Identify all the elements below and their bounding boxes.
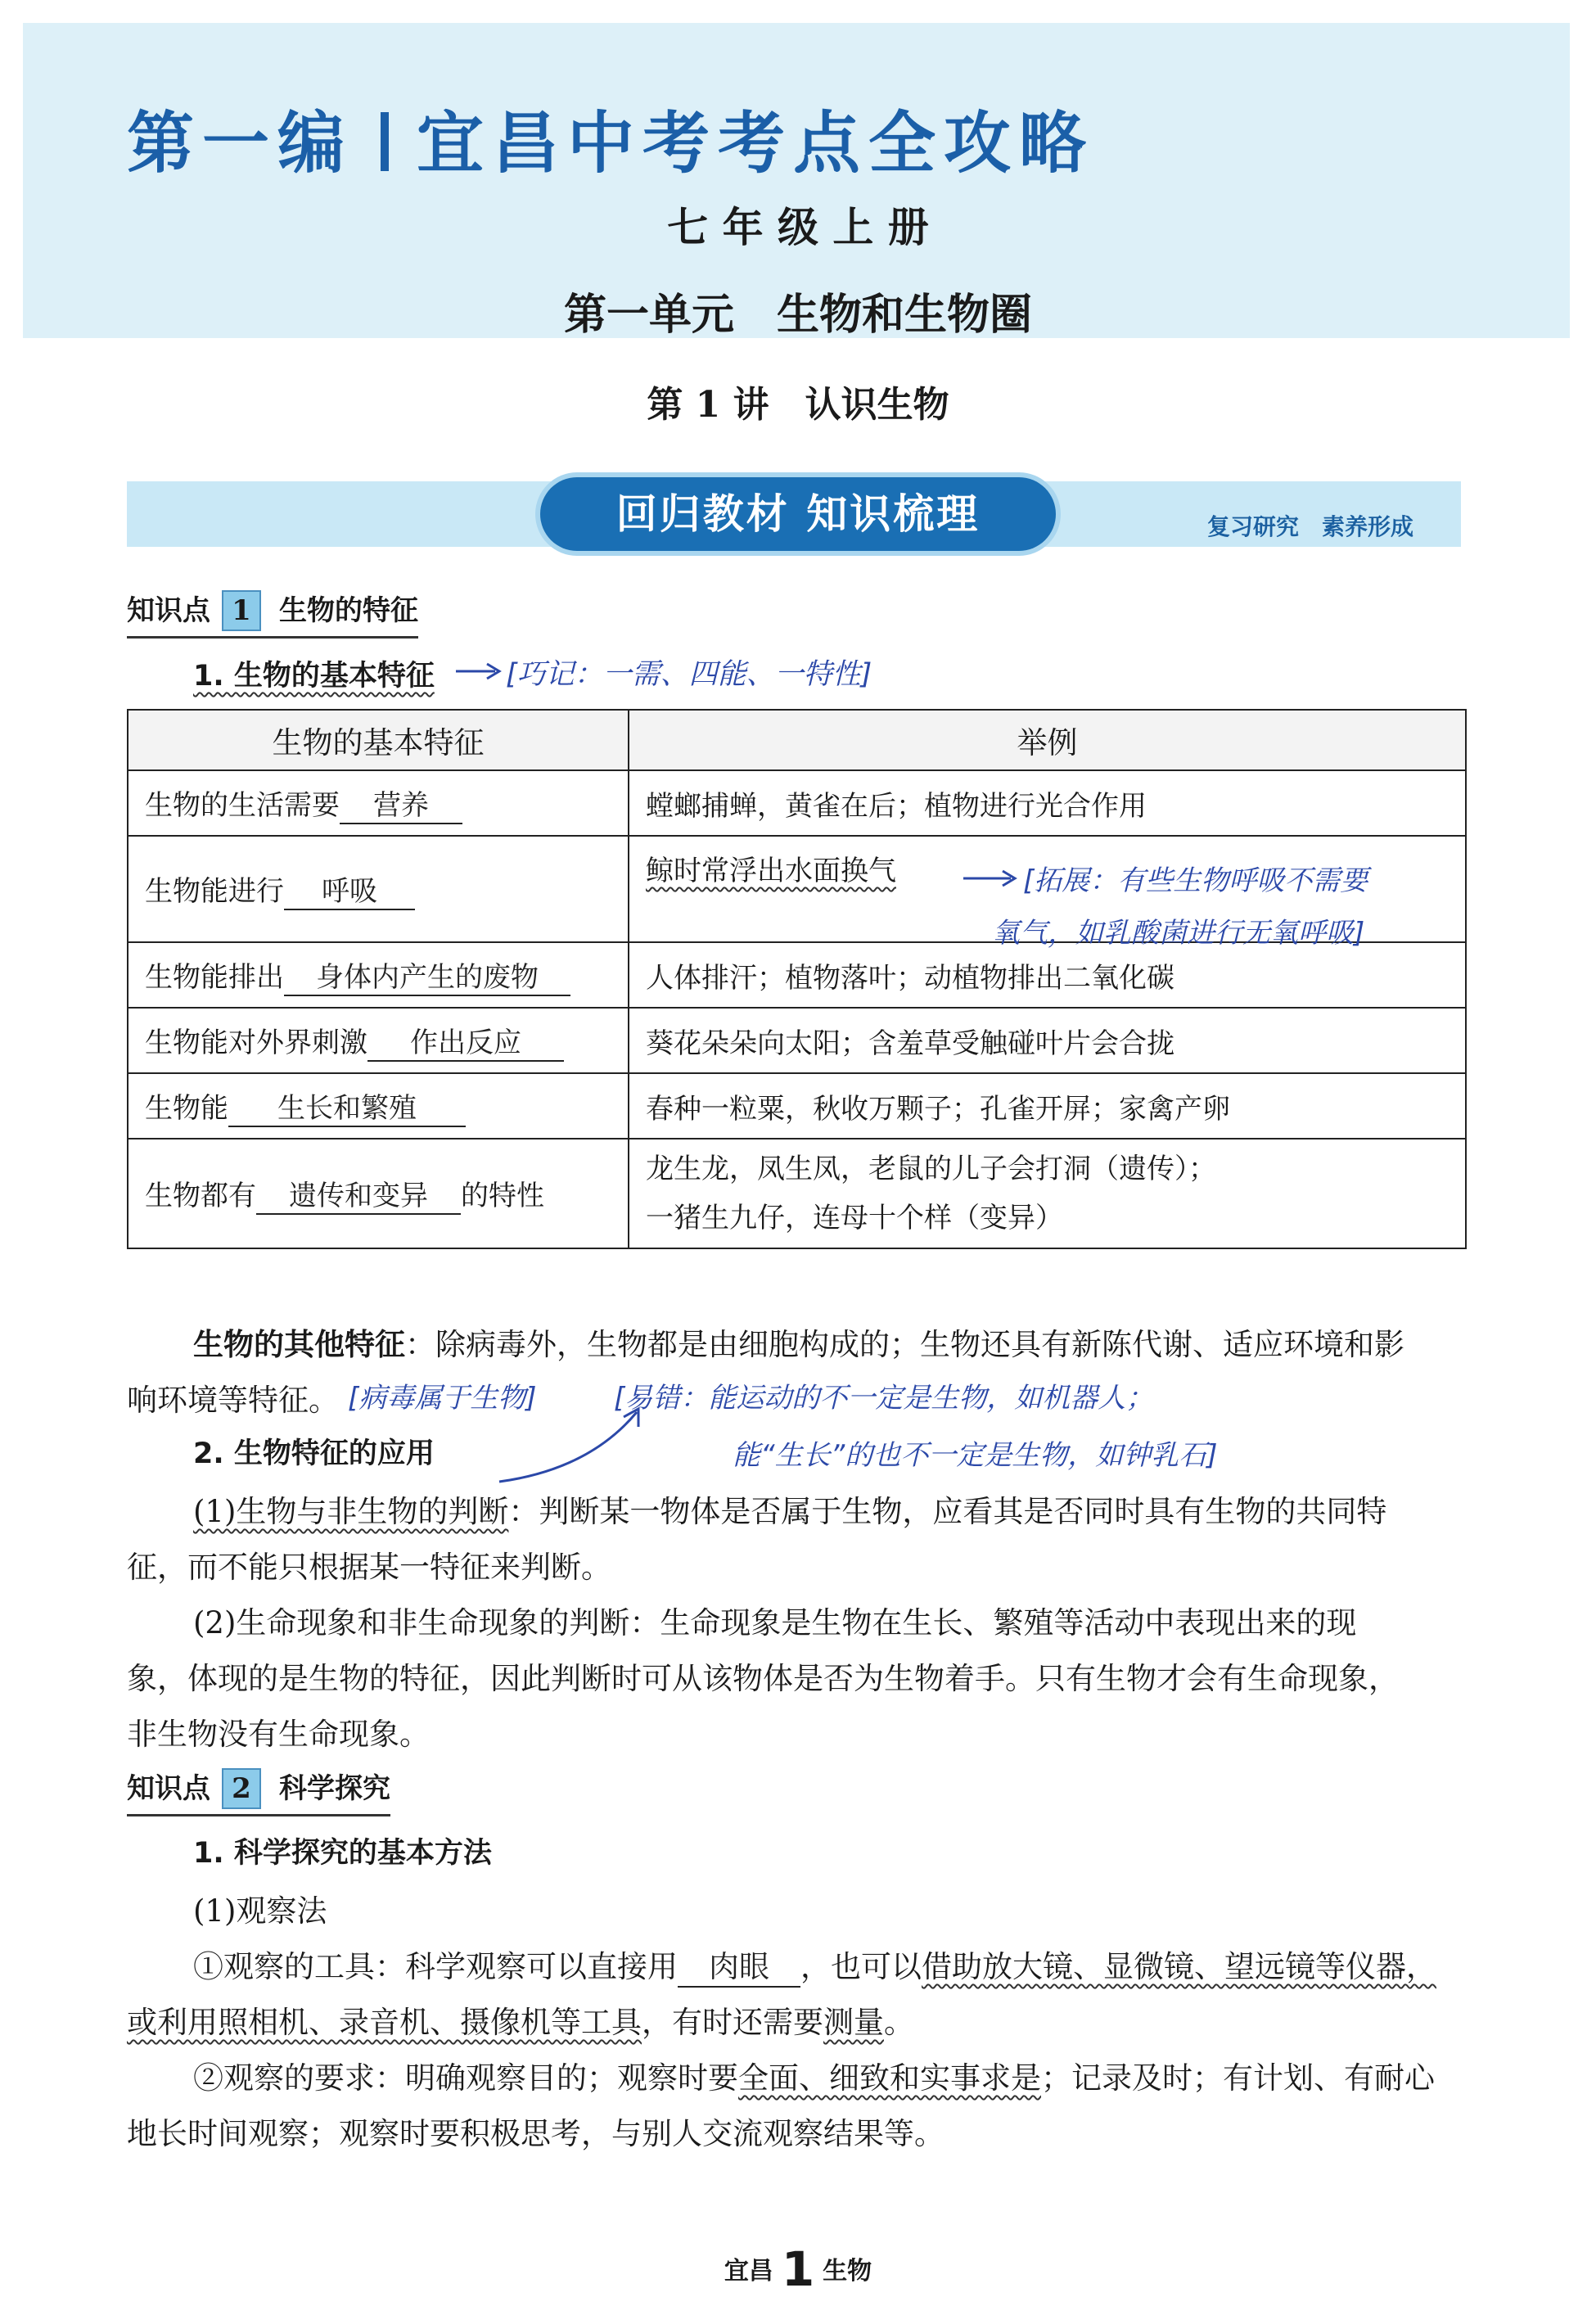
other-features-line2 [127,1375,339,1419]
judge-living-line1 [193,1487,1386,1531]
kp1-sub1-text: 1. 生物的基本特征 [193,660,435,693]
table-row [128,1139,1466,1248]
feature-answer: 身体内产生的废物 [284,954,570,996]
kp1-label: 知识点 [127,594,210,627]
obs-tool-line1 [193,1942,1436,1988]
kp1-sub2: 2. 生物特征的应用 [193,1437,435,1470]
feature-answer: 生长和繁殖 [228,1085,466,1127]
other-features-line1 [193,1320,1404,1364]
table-row [128,942,1466,1008]
footer-left: 宜昌 [724,2257,773,2286]
judge-life-line2: 象，体现的是生物的特征，因此判断时可从该物体是否为生物着手。只有生物才会有生命现象， [127,1661,1399,1696]
grade-title: 七 年 级 上 册 [667,203,929,251]
arrow-icon [454,659,503,684]
unit-title: 第一单元 生物和生物圈 [563,290,1032,340]
note-expand-line1: [拓展：有些生物呼吸不需要 [1023,864,1368,897]
obs-tool-measure: 测量 [823,2005,884,2040]
series-title [127,90,1094,186]
feature-answer: 呼吸 [284,869,415,910]
obs-req-line2: 地长时间观察；观察时要积极思考，与别人交流观察结果等。 [127,2116,945,2151]
arrow-icon [962,866,1019,891]
feature-pre: 生物能 [145,1091,228,1125]
example-text: 龙生龙，凤生凤，老鼠的儿子会打洞（遗传）； [646,1153,1216,1185]
example-cell [629,1008,1466,1073]
note-mistake-line1: [易错：能运动的不一定是生物，如机器人； [614,1382,1154,1415]
feature-cell [128,1073,629,1139]
kp2-label: 知识点 [127,1772,210,1805]
example-text: 螳螂捕蝉，黄雀在后；植物进行光合作用 [646,789,1147,823]
obs-tool-pre: ①观察的工具：科学观察可以直接用 [193,1949,678,1984]
obs-req-line1 [193,2053,1435,2097]
feature-cell [128,942,629,1008]
obs-tool-answer: 肉眼 [678,1942,800,1988]
example-text: 鲸时常浮出水面换气 [646,855,896,887]
banner-tag: 复习研究 素养形成 [1207,513,1414,540]
kp2-title: 科学探究 [279,1772,390,1805]
feature-cell [128,836,629,942]
note-mistake-line2: 能“生长”的也不一定是生物，如钟乳石] [733,1439,1218,1472]
example-text: 人体排汗；植物落叶；动植物排出二氧化碳 [646,961,1174,995]
obs-req-pre: ②观察的要求：明确观察目的；观察时要 [193,2060,738,2096]
feature-cell [128,1139,629,1248]
table-header-cell: 举例 [629,710,1466,770]
note-expand-line2: 氧气，如乳酸菌进行无氧呼吸] [992,917,1365,950]
knowledge-point-1-heading [127,588,418,639]
kp1-title: 生物的特征 [279,594,418,627]
curved-arrow-icon [491,1404,655,1494]
features-table [127,709,1467,1249]
feature-answer: 营养 [340,783,462,824]
table-row [128,1073,1466,1139]
note-mnemonic: [巧记：一需、四能、一特性] [506,658,872,691]
kp1-sub1 [193,653,435,694]
obs-tool-line2-mid: ，有时还需要 [642,2005,823,2040]
series-left: 第一编 [127,105,354,183]
feature-pre: 生物能对外界刺激 [145,1026,367,1059]
feature-pre: 生物能排出 [145,960,284,994]
judge-living-text: ：判断某一物体是否属于生物，应看其是否同时具有生物的共同特 [508,1494,1387,1529]
footer-right: 生物 [823,2257,872,2286]
feature-answer: 作出反应 [367,1020,564,1062]
note-virus: [病毒属于生物] [348,1382,537,1415]
example-cell [629,770,1466,836]
series-separator [381,112,389,171]
other-features-label: 生物的其他特征 [193,1326,405,1362]
feature-pre: 生物能进行 [145,874,284,908]
obs-tool-instruments: 借助放大镜、显微镜、望远镜等仪器， [922,1949,1436,1984]
feature-pre: 生物都有 [145,1179,256,1212]
feature-post: 的特性 [461,1179,544,1212]
kp1-number-badge: 1 [222,590,261,631]
table-row [128,770,1466,836]
feature-pre: 生物的生活需要 [145,788,340,822]
example-text: 春种一粒粟，秋收万颗子；孔雀开屏；家禽产卵 [646,1092,1230,1126]
series-right: 宜昌中考考点全攻略 [417,105,1095,183]
page-footer [0,2241,1596,2297]
obs-tool-mid: ，也可以 [800,1949,922,1984]
table-header-row [128,710,1466,770]
obs-tool-devices: 或利用照相机、录音机、摄像机等工具 [127,2005,642,2040]
obs-req-key: 全面、细致和实事求是 [738,2060,1041,2096]
judge-living-line2: 征，而不能只根据某一特征来判断。 [127,1550,611,1585]
judge-life-line3: 非生物没有生命现象。 [127,1717,430,1752]
obs-tool-tail: 。 [884,2005,914,2040]
other-features-text-2: 响环境等特征。 [127,1383,339,1418]
banner-title: 回归教材 知识梳理 [540,477,1056,551]
example-cell [629,1139,1466,1248]
table-row [128,1008,1466,1073]
obs-tool-line2 [127,1997,914,2042]
knowledge-point-2-heading [127,1766,390,1816]
example-text: 一猪生九仔，连母十个样（变异） [646,1202,1063,1234]
feature-cell [128,770,629,836]
example-text: 葵花朵朵向太阳；含羞草受触碰叶片会合拢 [646,1027,1174,1060]
obs-req-post: ；记录及时；有计划、有耐心 [1041,2060,1435,2096]
example-cell [629,942,1466,1008]
feature-answer: 遗传和变异 [256,1173,461,1215]
kp2-sub1: 1. 科学探究的基本方法 [193,1837,492,1870]
lecture-title: 第 1 讲 认识生物 [647,384,949,426]
table-header-cell: 生物的基本特征 [128,710,629,770]
kp2-number-badge: 2 [222,1768,261,1809]
page-number: 1 [781,2241,815,2297]
example-cell [629,1073,1466,1139]
judge-living-label: (1)生物与非生物的判断 [193,1494,509,1529]
feature-cell [128,1008,629,1073]
judge-life-line1: (2)生命现象和非生命现象的判断：生命现象是生物在生长、繁殖等活动中表现出来的现 [193,1605,1357,1640]
other-features-text: ：除病毒外，生物都是由细胞构成的；生物还具有新陈代谢、适应环境和影 [405,1327,1404,1362]
observation-method: (1)观察法 [193,1893,327,1929]
